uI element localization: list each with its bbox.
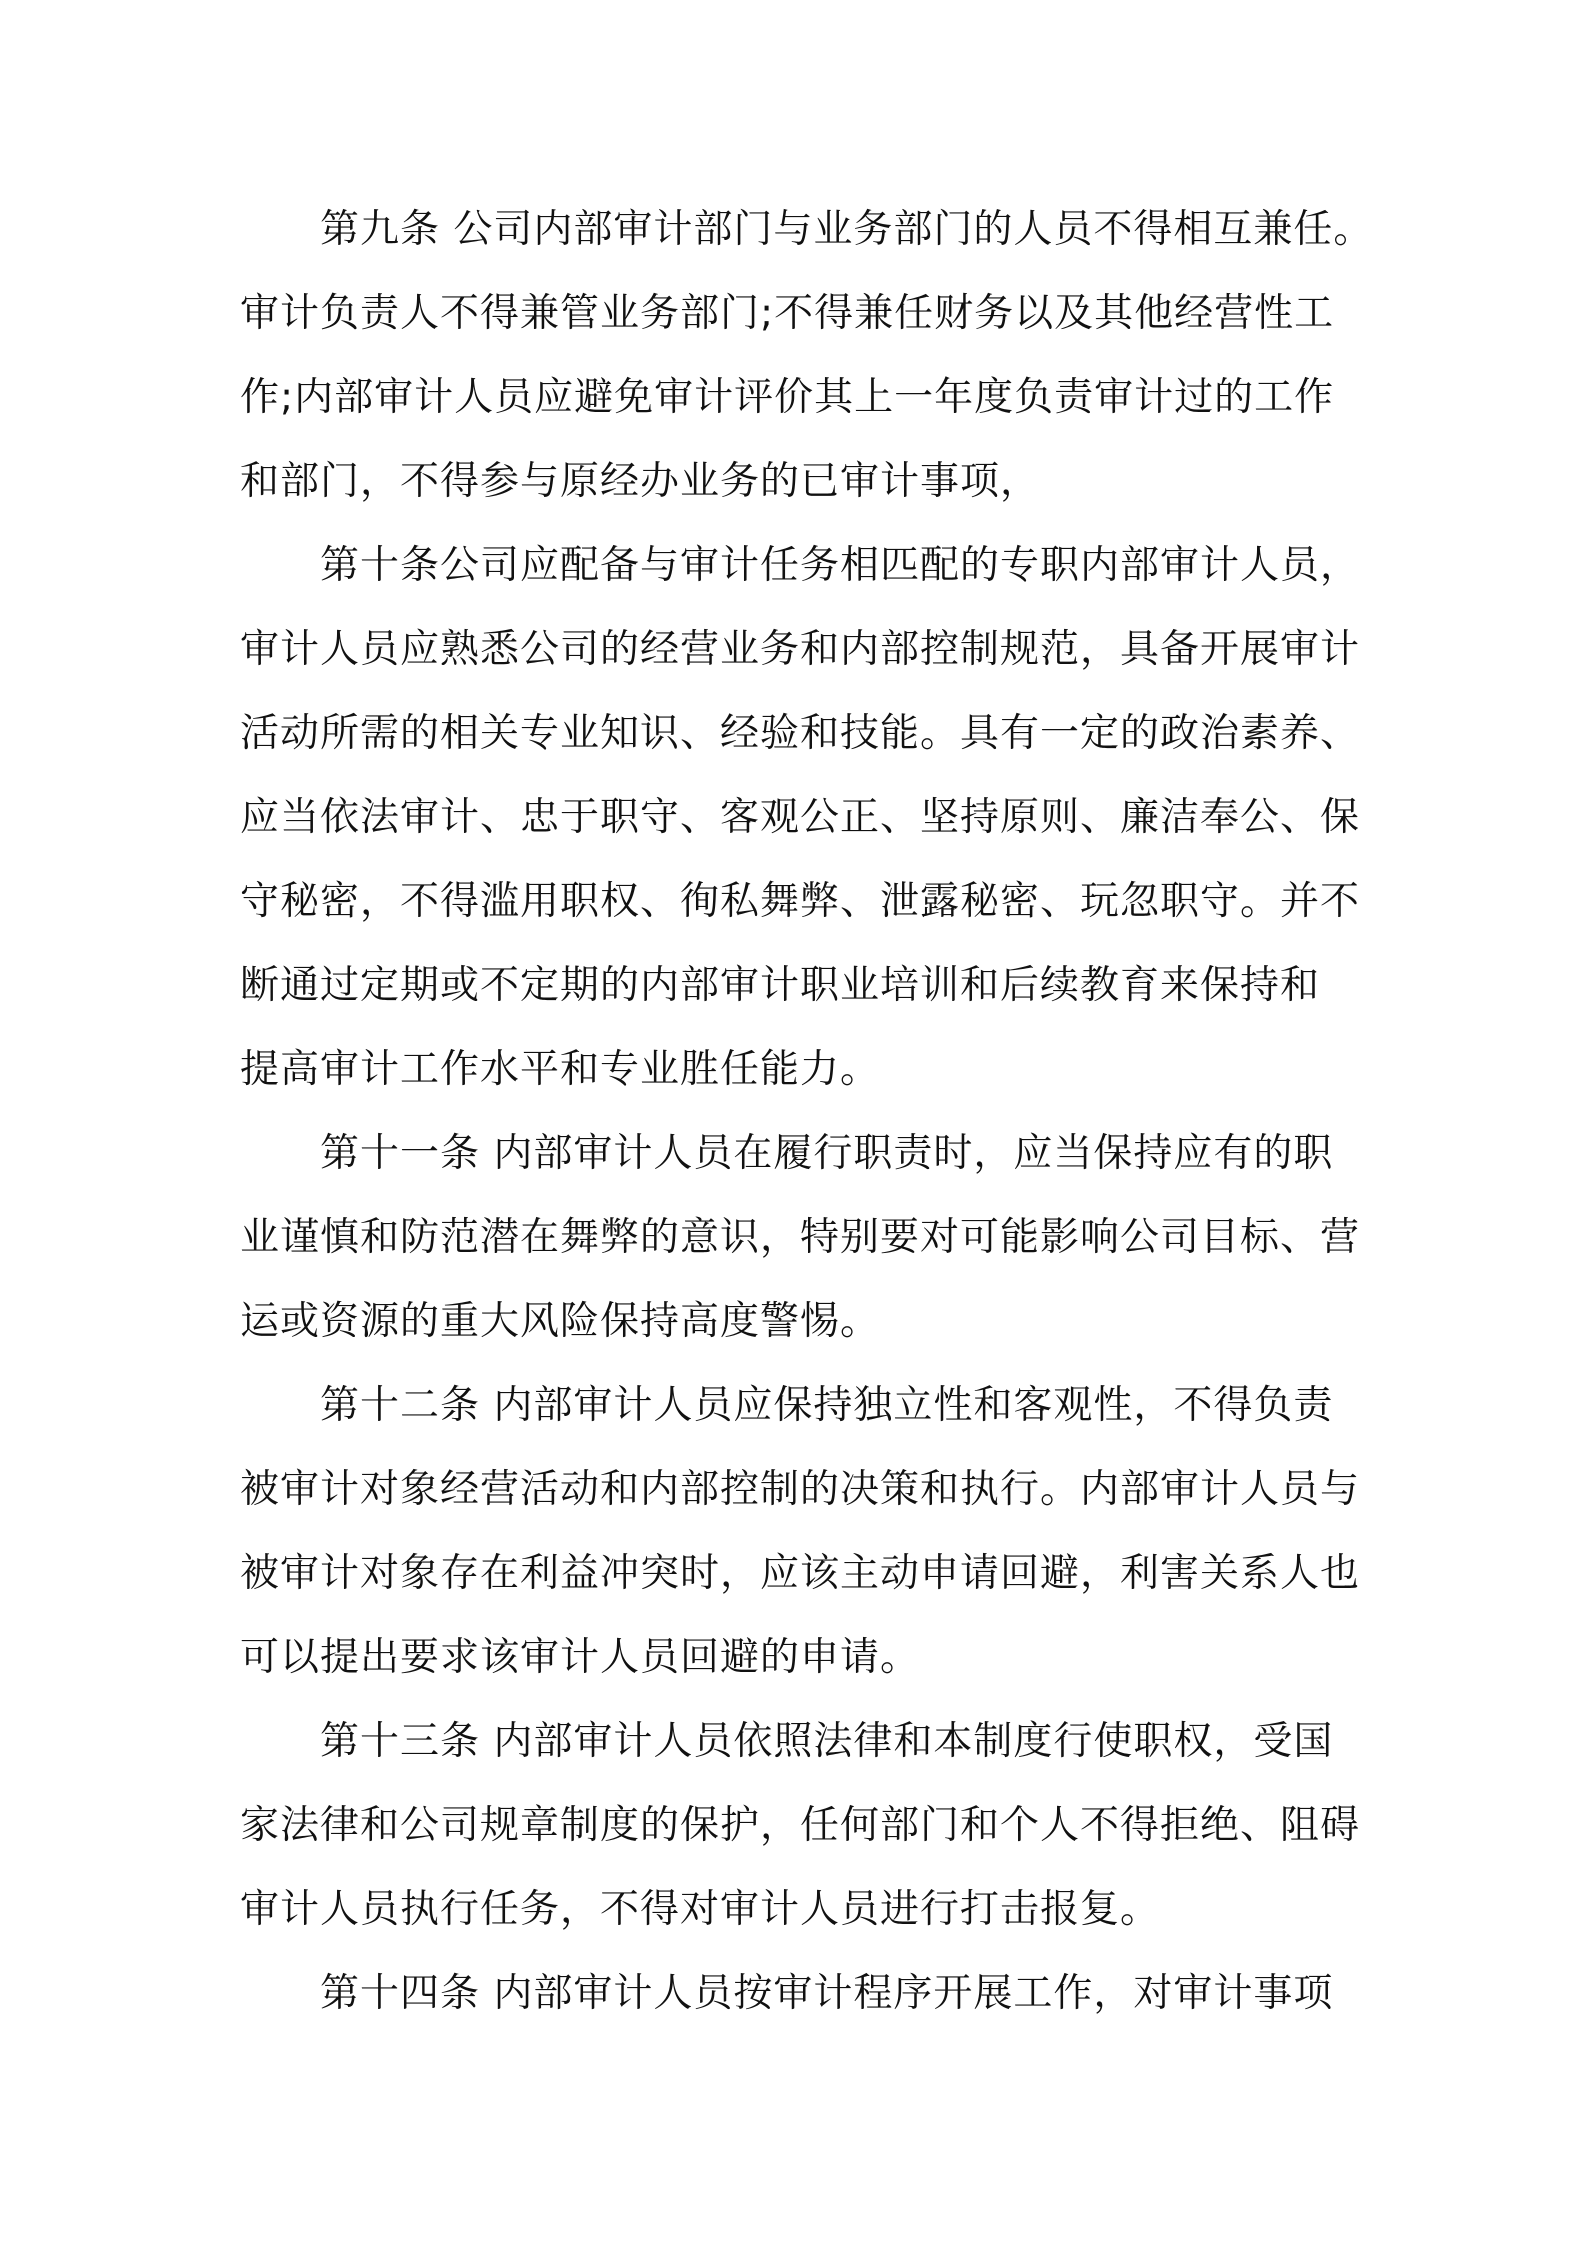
article-11-line-1: 第十一条 内部审计人员在履行职责时，应当保持应有的职 xyxy=(320,1131,1334,1176)
article-9-line-1: 第九条 公司内部审计部门与业务部门的人员不得相互兼任。 xyxy=(320,207,1374,252)
article-9-line-4: 和部门，不得参与原经办业务的已审计事项， xyxy=(240,459,1041,504)
article-12-line-4: 可以提出要求该审计人员回避的申请。 xyxy=(240,1635,921,1680)
article-10-line-3: 活动所需的相关专业知识、经验和技能。具有一定的政治素养、 xyxy=(240,711,1361,756)
article-13-line-3: 审计人员执行任务，不得对审计人员进行打击报复。 xyxy=(240,1887,1161,1932)
article-11-line-2: 业谨慎和防范潜在舞弊的意识，特别要对可能影响公司目标、营 xyxy=(240,1215,1361,1260)
article-13-line-2: 家法律和公司规章制度的保护，任何部门和个人不得拒绝、阻碍 xyxy=(240,1803,1361,1848)
article-12-line-2: 被审计对象经营活动和内部控制的决策和执行。内部审计人员与 xyxy=(240,1467,1361,1512)
article-12-line-3: 被审计对象存在利益冲突时，应该主动申请回避，利害关系人也 xyxy=(240,1551,1361,1596)
article-12-line-1: 第十二条 内部审计人员应保持独立性和客观性，不得负责 xyxy=(320,1383,1334,1428)
article-10-line-7: 提高审计工作水平和专业胜任能力。 xyxy=(240,1047,881,1092)
article-9-line-3: 作;内部审计人员应避免审计评价其上一年度负责审计过的工作 xyxy=(240,375,1335,420)
article-10-line-2: 审计人员应熟悉公司的经营业务和内部控制规范，具备开展审计 xyxy=(240,627,1361,672)
article-14-line-1: 第十四条 内部审计人员按审计程序开展工作，对审计事项 xyxy=(320,1971,1334,2016)
document-body xyxy=(240,188,1374,2036)
article-10-line-1: 第十条公司应配备与审计任务相匹配的专职内部审计人员， xyxy=(320,543,1361,588)
article-11-line-3: 运或资源的重大风险保持高度警惕。 xyxy=(240,1299,881,1344)
article-10-line-4: 应当依法审计、忠于职守、客观公正、坚持原则、廉洁奉公、保 xyxy=(240,795,1361,840)
article-13-line-1: 第十三条 内部审计人员依照法律和本制度行使职权，受国 xyxy=(320,1719,1334,1764)
article-10-line-5: 守秘密，不得滥用职权、徇私舞弊、泄露秘密、玩忽职守。并不 xyxy=(240,879,1361,924)
article-9-line-2: 审计负责人不得兼管业务部门;不得兼任财务以及其他经营性工 xyxy=(240,291,1335,336)
article-10-line-6: 断通过定期或不定期的内部审计职业培训和后续教育来保持和 xyxy=(240,963,1321,1008)
